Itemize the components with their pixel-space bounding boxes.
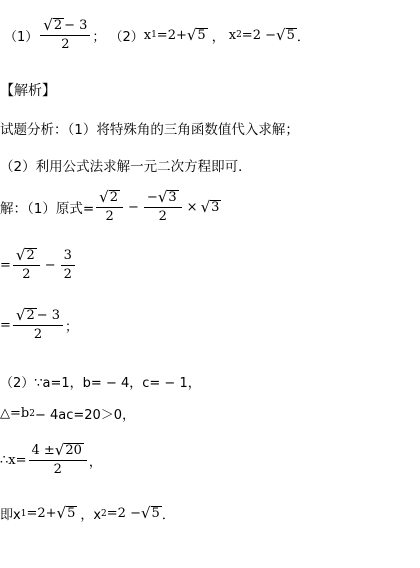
x1-sub: 1 xyxy=(151,30,157,41)
x1-var: x xyxy=(143,27,152,43)
solution-line-1 xyxy=(0,190,221,225)
fraction-numerator xyxy=(29,443,87,461)
radicand: 3 xyxy=(168,190,177,205)
solution-line-6 xyxy=(0,443,102,478)
punctuation: ； xyxy=(92,29,106,45)
analysis-line-2: （2）利用公式法求解一元二次方程即可． xyxy=(0,159,252,175)
sqrt xyxy=(186,25,208,44)
radical-sign-icon: √ xyxy=(43,16,53,35)
fraction-denominator: 2 xyxy=(105,209,114,225)
radical-sign-icon: √ xyxy=(15,246,26,265)
radicand: 5 xyxy=(197,27,206,43)
x1-eq: =2+ xyxy=(26,506,57,521)
sqrt xyxy=(158,190,179,205)
punctuation: ． xyxy=(161,508,175,523)
sqrt xyxy=(55,443,84,458)
exponent: 2 xyxy=(29,408,35,419)
solution-line-2 xyxy=(0,248,77,283)
therefore-x: ∴x= xyxy=(0,452,27,468)
radicand: 2 xyxy=(26,308,35,323)
numerator-sign: − xyxy=(146,189,158,205)
punctuation: ； xyxy=(65,319,79,335)
fraction-denominator: 2 xyxy=(63,266,72,282)
x1-eq: =2+ xyxy=(156,27,187,43)
solution-line-7 xyxy=(0,504,175,523)
radical-sign-icon: √ xyxy=(276,25,286,44)
answer-line xyxy=(4,18,310,53)
fraction xyxy=(13,308,63,343)
sqrt xyxy=(16,308,37,323)
radicand: 3 xyxy=(211,199,220,215)
x2-eq: =2 − xyxy=(241,27,276,43)
fraction-denominator: 2 xyxy=(22,267,31,283)
solution-line-5 xyxy=(0,404,135,423)
fraction-numerator: 3 xyxy=(61,249,75,266)
operator: − xyxy=(44,257,56,273)
radical-sign-icon: √ xyxy=(200,197,211,216)
sqrt xyxy=(16,248,37,263)
radical-sign-icon: √ xyxy=(99,188,109,207)
radicand: 5 xyxy=(286,27,295,43)
fraction xyxy=(29,443,87,478)
part2-label: （2） xyxy=(109,29,144,45)
fraction-denominator: 2 xyxy=(61,37,70,53)
fraction-numerator xyxy=(40,18,90,36)
numerator-rest: − 3 xyxy=(36,307,61,323)
x2-var: x xyxy=(228,27,237,43)
radical-sign-icon: √ xyxy=(140,504,151,523)
solution-line-3 xyxy=(0,308,78,343)
analysis-line-1: 试题分析：（1）将特殊角的三角函数值代入求解； xyxy=(0,122,299,138)
equals: = xyxy=(0,257,11,273)
radicand: 5 xyxy=(151,505,160,521)
conclusion-prefix: 即x xyxy=(0,508,21,523)
fraction-denominator: 2 xyxy=(53,462,62,478)
punctuation: ． xyxy=(296,29,310,45)
radical-sign-icon: √ xyxy=(186,25,197,44)
fraction-denominator: 2 xyxy=(33,327,43,343)
equals: = xyxy=(0,317,11,333)
fraction xyxy=(61,249,75,283)
answer-fraction-1 xyxy=(40,18,90,53)
sqrt xyxy=(57,506,78,521)
sqrt xyxy=(200,197,222,216)
radical-sign-icon: √ xyxy=(56,504,67,523)
fraction-denominator: 2 xyxy=(158,209,167,225)
numerator-pre: 4 ± xyxy=(31,442,55,458)
operator: − xyxy=(128,199,139,215)
operator: × xyxy=(186,199,198,215)
numerator-rest: − 3 xyxy=(64,17,88,33)
fraction xyxy=(13,248,40,283)
discriminant-rest: − 4ac=20＞0， xyxy=(34,408,136,423)
fraction-numerator xyxy=(144,190,182,208)
radicand: 20 xyxy=(65,443,82,458)
fraction-numerator xyxy=(13,248,40,266)
radical-sign-icon: √ xyxy=(157,188,168,207)
x1-sub: 1 xyxy=(20,508,27,519)
x2-sub: 2 xyxy=(236,30,242,41)
sqrt xyxy=(43,18,64,33)
fraction xyxy=(144,190,182,225)
punctuation: ， xyxy=(88,454,102,470)
radicand: 2 xyxy=(53,18,63,33)
x2-eq: =2 − xyxy=(106,506,141,521)
part1-label: （1） xyxy=(4,29,39,45)
sqrt xyxy=(99,190,120,205)
separator: ，x xyxy=(80,508,102,523)
radical-sign-icon: √ xyxy=(15,306,26,325)
discriminant-prefix: △=b xyxy=(0,406,30,421)
fraction-numerator xyxy=(13,308,63,326)
sqrt xyxy=(141,506,162,521)
radicand: 5 xyxy=(67,505,76,521)
solution-prefix: 解：（1）原式= xyxy=(0,201,95,218)
solution-line-4: （2）∵a=1，b= − 4，c= − 1， xyxy=(0,376,201,391)
analysis-heading: 【解析】 xyxy=(0,83,56,99)
radicand: 2 xyxy=(109,190,118,205)
fraction-numerator xyxy=(96,190,123,208)
sqrt xyxy=(276,25,297,44)
x2-sub: 2 xyxy=(101,508,107,519)
radicand: 2 xyxy=(26,248,35,263)
radical-sign-icon: √ xyxy=(54,441,65,460)
separator: ， xyxy=(211,29,225,45)
fraction xyxy=(96,190,123,225)
